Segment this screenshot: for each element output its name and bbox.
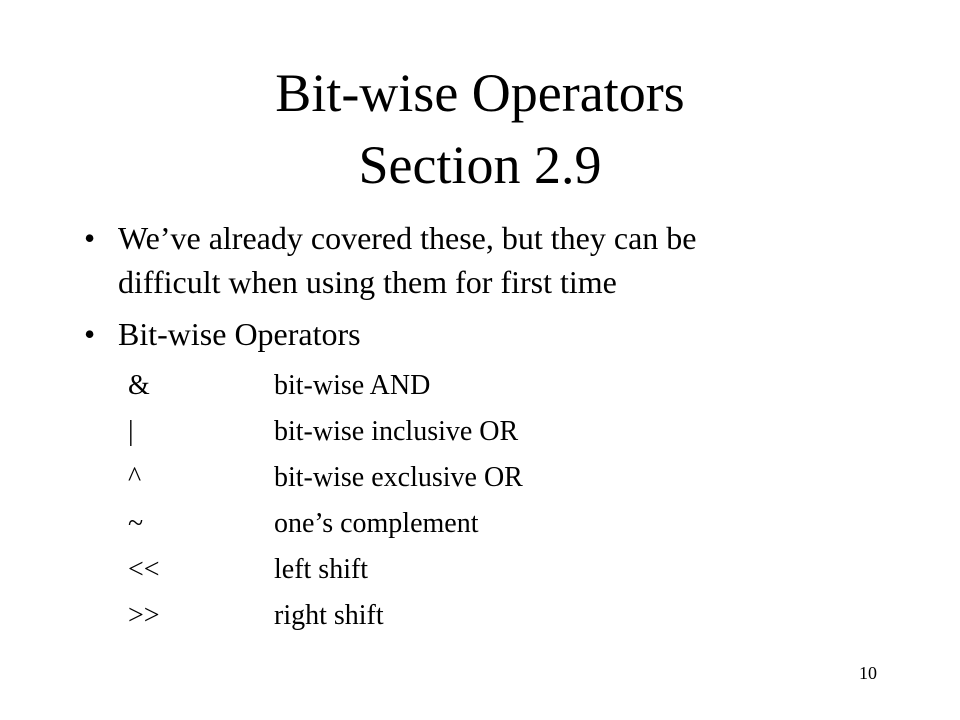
operator-description: right shift xyxy=(274,600,384,631)
operator-symbol: >> xyxy=(128,600,160,631)
page-number: 10 xyxy=(859,663,877,683)
operator-symbol: << xyxy=(128,554,160,585)
operator-symbol: & xyxy=(128,370,150,401)
operator-description: bit-wise exclusive OR xyxy=(274,462,523,493)
bullet-item-2-text: Bit-wise Operators xyxy=(118,316,361,352)
operator-symbol: ~ xyxy=(128,508,144,539)
bullet-item-1-line-2: difficult when using them for first time xyxy=(118,264,617,300)
slide-title-line-2: Section 2.9 xyxy=(358,135,602,195)
operator-description: one’s complement xyxy=(274,508,479,539)
operator-symbol: | xyxy=(128,416,134,447)
operator-description: bit-wise AND xyxy=(274,370,431,401)
operator-description: bit-wise inclusive OR xyxy=(274,416,519,447)
operator-symbol: ^ xyxy=(128,462,142,493)
bullet-dot-icon: • xyxy=(84,316,96,352)
operator-description: left shift xyxy=(274,554,369,585)
bullet-item-1-line-1: We’ve already covered these, but they can be xyxy=(118,220,697,256)
slide-title-line-1: Bit-wise Operators xyxy=(275,63,685,123)
bullet-dot-icon: • xyxy=(84,220,96,256)
